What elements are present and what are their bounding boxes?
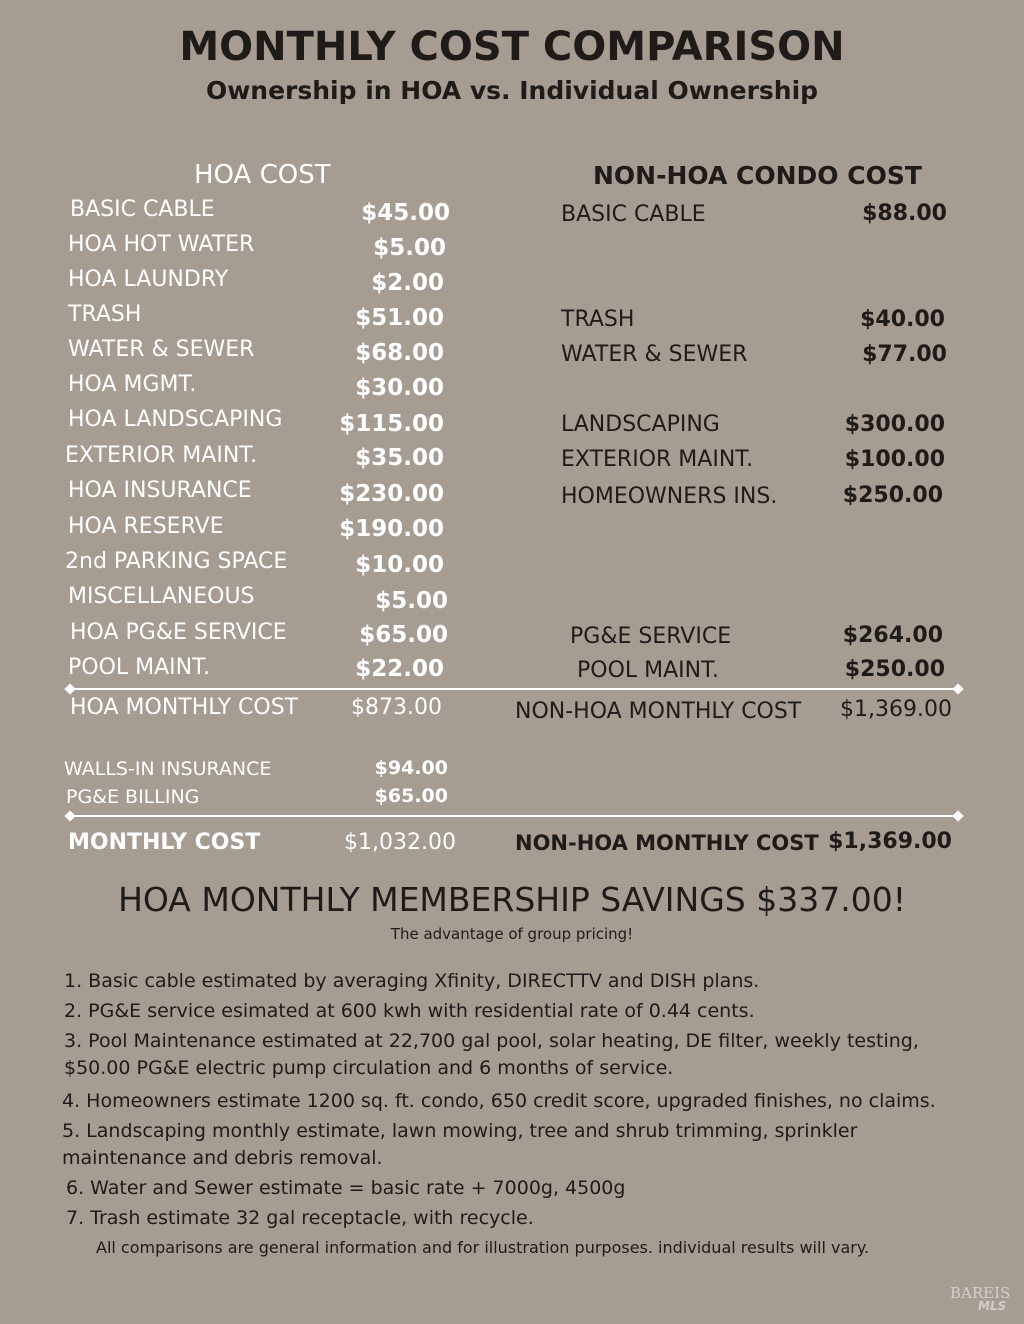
hoa-item-value: $5.00 — [373, 235, 446, 261]
non-hoa-item-label: BASIC CABLE — [561, 202, 706, 227]
non-hoa-item-value: $40.00 — [860, 307, 945, 332]
hoa-item-value: $35.00 — [355, 445, 444, 471]
non-hoa-item-label: EXTERIOR MAINT. — [561, 447, 754, 472]
hoa-item-value: $68.00 — [355, 340, 444, 366]
watermark-logo: BAREIS — [950, 1284, 1011, 1302]
non-hoa-item-label: PG&E SERVICE — [570, 624, 732, 649]
non-hoa-monthly-cost-value: $1,369.00 — [840, 697, 952, 722]
page-subtitle: Ownership in HOA vs. Individual Ownership — [205, 76, 819, 105]
divider-end-diamond — [64, 683, 75, 694]
hoa-item-label: HOA LAUNDRY — [68, 267, 229, 292]
non-hoa-total-monthly-cost-label: NON-HOA MONTHLY COST — [515, 831, 819, 855]
hoa-item-label: HOA LANDSCAPING — [68, 407, 283, 432]
footnote-line: 3. Pool Maintenance estimated at 22,700 gal pool, solar heating, DE filter, weekly testing, — [64, 1030, 919, 1052]
divider-end-diamond — [952, 810, 963, 821]
hoa-item-label: WATER & SEWER — [68, 337, 255, 362]
footnote-line: 5. Landscaping monthly estimate, lawn mowing, tree and shrub trimming, sprinkler — [62, 1120, 858, 1142]
non-hoa-item-value: $77.00 — [862, 342, 947, 367]
hoa-item-label: HOA MGMT. — [68, 372, 197, 397]
non-hoa-item-label: HOMEOWNERS INS. — [561, 484, 778, 509]
hoa-total-monthly-cost-label: MONTHLY COST — [68, 830, 261, 855]
non-hoa-item-label: TRASH — [561, 307, 635, 332]
hoa-total-monthly-cost-value: $1,032.00 — [344, 830, 456, 855]
divider-end-diamond — [64, 810, 75, 821]
hoa-extra-value: $94.00 — [374, 757, 448, 779]
hoa-item-value: $2.00 — [371, 270, 444, 296]
hoa-item-value: $51.00 — [355, 305, 444, 331]
hoa-item-label: HOA PG&E SERVICE — [70, 620, 287, 645]
hoa-item-value: $5.00 — [375, 588, 448, 614]
non-hoa-item-value: $100.00 — [844, 447, 945, 472]
hoa-extra-label: WALLS-IN INSURANCE — [64, 758, 272, 780]
hoa-extra-label: PG&E BILLING — [66, 786, 200, 808]
footnote-line: $50.00 PG&E electric pump circulation and 6 months of service. — [64, 1057, 674, 1079]
non-hoa-item-value: $250.00 — [842, 483, 943, 508]
hoa-item-label: MISCELLANEOUS — [68, 584, 255, 609]
non-hoa-cost-heading: NON-HOA CONDO COST — [593, 161, 922, 190]
disclaimer: All comparisons are general information and for illustration purposes. individual results will vary. — [96, 1238, 870, 1257]
non-hoa-item-label: POOL MAINT. — [577, 658, 719, 683]
divider-line — [70, 688, 958, 690]
savings-tagline: The advantage of group pricing! — [390, 925, 634, 943]
hoa-item-label: EXTERIOR MAINT. — [65, 443, 258, 468]
hoa-item-label: POOL MAINT. — [68, 655, 210, 680]
hoa-cost-heading: HOA COST — [194, 160, 331, 190]
hoa-monthly-cost-value: $873.00 — [351, 695, 442, 720]
non-hoa-item-value: $250.00 — [844, 657, 945, 682]
hoa-item-value: $45.00 — [361, 200, 450, 226]
footnote-line: maintenance and debris removal. — [62, 1147, 383, 1169]
non-hoa-item-label: LANDSCAPING — [561, 412, 720, 437]
hoa-item-label: 2nd PARKING SPACE — [65, 549, 288, 574]
hoa-item-value: $10.00 — [355, 552, 444, 578]
non-hoa-total-monthly-cost-value: $1,369.00 — [828, 829, 952, 854]
hoa-item-value: $65.00 — [359, 622, 448, 648]
non-hoa-monthly-cost-label: NON-HOA MONTHLY COST — [515, 699, 802, 724]
hoa-item-value: $22.00 — [355, 656, 444, 682]
divider-end-diamond — [952, 683, 963, 694]
hoa-item-label: HOA RESERVE — [68, 514, 224, 539]
footnote-line: 2. PG&E service esimated at 600 kwh with residential rate of 0.44 cents. — [64, 1000, 755, 1022]
non-hoa-item-label: WATER & SEWER — [561, 342, 748, 367]
hoa-item-label: HOA HOT WATER — [68, 232, 255, 257]
footnote-line: 6. Water and Sewer estimate = basic rate + 7000g, 4500g — [66, 1177, 626, 1199]
non-hoa-item-value: $264.00 — [842, 623, 943, 648]
footnote-line: 4. Homeowners estimate 1200 sq. ft. condo, 650 credit score, upgraded finishes, no claims. — [62, 1090, 936, 1112]
hoa-monthly-cost-label: HOA MONTHLY COST — [70, 695, 299, 720]
hoa-item-value: $190.00 — [339, 516, 444, 542]
hoa-item-value: $230.00 — [339, 481, 444, 507]
hoa-item-value: $115.00 — [339, 411, 444, 437]
hoa-item-label: BASIC CABLE — [70, 197, 215, 222]
footnote-line: 1. Basic cable estimated by averaging Xfinity, DIRECTTV and DISH plans. — [64, 970, 760, 992]
hoa-item-label: TRASH — [68, 302, 142, 327]
non-hoa-item-value: $300.00 — [844, 412, 945, 437]
footnote-line: 7. Trash estimate 32 gal receptacle, with recycle. — [66, 1207, 534, 1229]
savings-headline: HOA MONTHLY MEMBERSHIP SAVINGS $337.00! — [118, 880, 906, 919]
divider-line — [70, 815, 958, 817]
page-title: MONTHLY COST COMPARISON — [179, 24, 845, 70]
hoa-extra-value: $65.00 — [374, 785, 448, 807]
hoa-item-value: $30.00 — [355, 375, 444, 401]
watermark-logo-sub: MLS — [978, 1299, 1007, 1313]
hoa-item-label: HOA INSURANCE — [68, 478, 252, 503]
non-hoa-item-value: $88.00 — [862, 201, 947, 226]
